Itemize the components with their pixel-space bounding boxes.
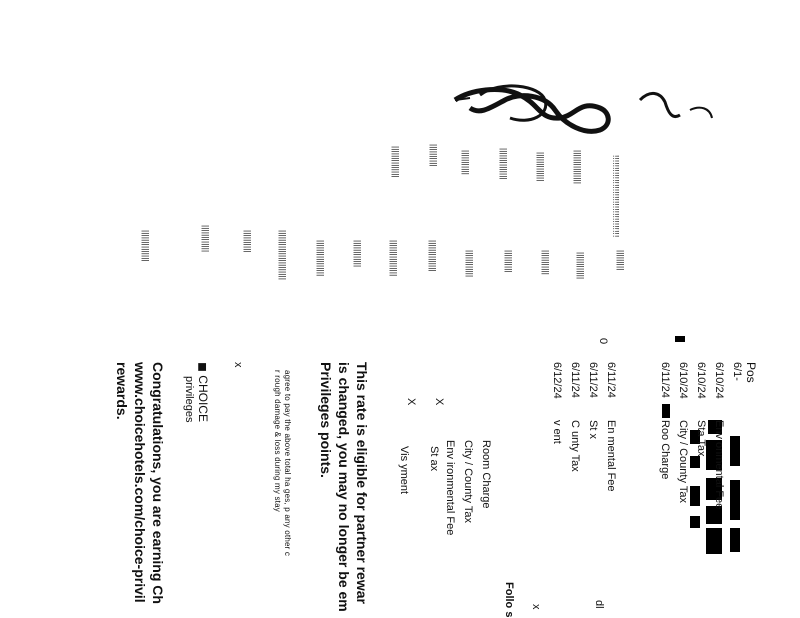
bleed-text: |||||||||||||| <box>499 148 508 180</box>
margin-mark: 0 <box>597 338 609 345</box>
folio-row-date: 6/10/24 <box>695 362 707 399</box>
bleed-text: |||||||||||||| <box>141 230 150 262</box>
choice-brand-text: CHOICE <box>196 375 210 422</box>
agreement-line: r rough damage & loss during my stay <box>273 370 282 512</box>
margin-mark: dl <box>593 600 605 609</box>
folio-subrow: City / County Tax <box>462 440 474 523</box>
folio-row-date: 6/12/24 <box>551 362 563 399</box>
bleed-text: |||||||||||| <box>576 252 585 280</box>
margin-mark: X <box>433 398 445 406</box>
bleed-text: |||||||||||||||||||||| <box>278 230 287 281</box>
bleed-text: |||||||||| <box>243 230 252 253</box>
folio-row-date: 6/1- <box>731 362 743 381</box>
redaction-mark <box>662 404 670 418</box>
folio-row-desc: v ent <box>551 420 563 444</box>
bleed-text: |||||||||||||| <box>428 240 437 272</box>
bleed-text: |||||||||||||| <box>391 146 400 178</box>
redaction-mark <box>730 436 740 466</box>
agreement-line: agree to pay the above total ha ges, p any other c <box>283 370 292 557</box>
folio-subrow: Room Charge <box>480 440 492 509</box>
redaction-mark <box>730 528 740 552</box>
earning-line: rewards. <box>114 362 130 420</box>
bleed-text: ||||||||||||| <box>536 152 545 182</box>
folio-row-desc: En mental Fee <box>605 420 617 492</box>
partner-rate-line: This rate is eligible for partner rewar <box>354 362 370 604</box>
bleed-text: |||||||||| <box>504 250 513 273</box>
margin-mark: X <box>405 398 417 406</box>
folio-subrow: Vis yment <box>398 446 410 495</box>
folio-row-desc: C unty Tax <box>569 420 581 472</box>
choice-brand-name: ◼ CHOICE <box>196 362 210 422</box>
folio-row-date: 6/11/24 <box>659 362 671 398</box>
redaction-mark <box>706 528 722 554</box>
folio-subrow: Env ironmental Fee <box>444 440 456 536</box>
partner-rate-line: is changed, you may no longer be em <box>336 362 352 612</box>
bleed-text: |||||||||||| <box>201 225 210 253</box>
x-mark: x <box>530 604 542 610</box>
earning-line: Congratulations, you are earning Ch <box>150 362 166 604</box>
redaction-mark <box>675 336 685 342</box>
earning-line: www.choicehotels.com/choice-privil <box>132 362 148 603</box>
bleed-text: |||||||||| <box>429 144 438 167</box>
folio-row-date: 6/11/24 <box>569 362 581 398</box>
folio-row-date: 6/10/24 <box>677 362 689 399</box>
folio-row-date: 6/11/24 <box>587 362 599 398</box>
folio-row-desc: St x <box>587 420 599 439</box>
bleed-text: ||||||||||||||| <box>573 150 582 185</box>
folio-row-date: 6/10/24 <box>713 362 725 399</box>
bleed-text: ||||||||||| <box>541 250 550 276</box>
bleed-text: |||||||||||| <box>465 250 474 278</box>
choice-brand-sub: privileges <box>183 376 195 423</box>
folio-row-desc: Sta Tax <box>695 420 707 457</box>
bleed-text: |||||||||||||||| <box>316 240 325 277</box>
folio-label: Follo s <box>503 582 515 618</box>
redaction-mark <box>730 480 740 520</box>
folio-row-desc: Env onmental Fee <box>713 420 725 510</box>
redaction-mark <box>690 486 700 506</box>
partner-rate-line: Privileges points. <box>318 362 334 478</box>
redaction-mark <box>690 516 700 528</box>
bleed-text: ||||||||||| <box>461 150 470 176</box>
bleed-text: ||||||||| <box>616 250 625 271</box>
folio-row-desc: City / County Tax <box>677 420 689 503</box>
bleed-text: |||||||||||||||| <box>389 240 398 277</box>
pos-label: Pos <box>744 362 758 383</box>
folio-row-date: 6/11/24 <box>605 362 617 398</box>
folio-subrow: St ax <box>428 446 440 472</box>
bleed-text: |||||||||||| <box>353 240 362 268</box>
redaction-mark <box>690 456 700 468</box>
x-mark: x <box>232 362 244 368</box>
bleed-text: !!!!!!!!!!!!!!!!!!!!!!!!!!!!!!!!!! <box>611 155 620 238</box>
folio-row-desc: Roo Charge <box>659 420 671 480</box>
